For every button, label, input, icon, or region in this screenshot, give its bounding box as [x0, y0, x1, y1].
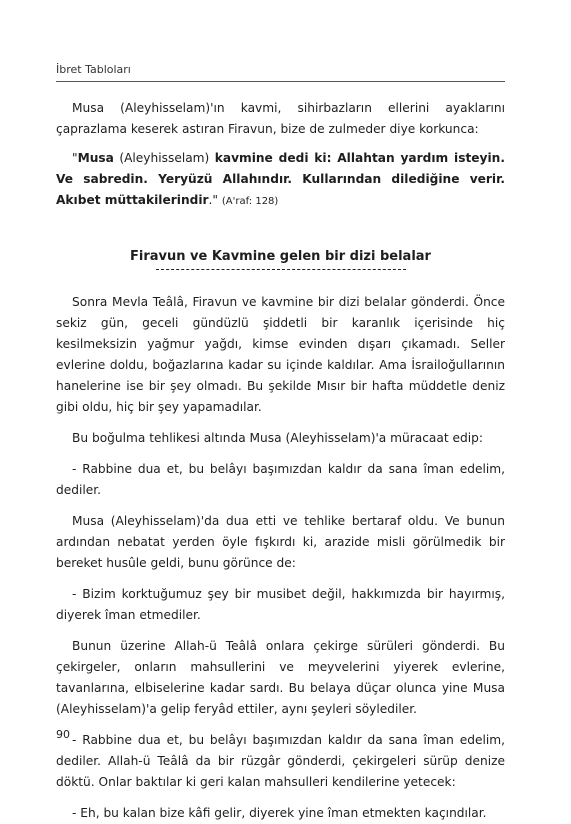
body-paragraph: Musa (Aleyhisselam)'da dua etti ve tehlike bertaraf oldu. Ve bunun ardından nebatat yerden öyle fışkırdı ki, arazide misli görülmedik bir bereket husûle geldi, bunu görünce de: — [56, 514, 505, 570]
body-paragraph: - Bizim korktuğumuz şey bir musibet değil, hakkımızda bir hayırmış, diyerek îman etmediler. — [56, 587, 505, 622]
page-content — [56, 98, 505, 824]
running-title: İbret Tabloları — [56, 63, 131, 76]
section-title: Firavun ve Kavmine gelen bir dizi belalar — [130, 249, 431, 264]
quote-open: " — [72, 151, 78, 165]
body-paragraph: - Rabbine dua et, bu belâyı başımızdan kaldır da sana îman edelim, dediler. — [56, 462, 505, 497]
page-number: 90 — [56, 728, 70, 741]
quote-bold-2: kavmine dedi ki: Allahtan yardım isteyin. Ve sabredin. Yeryüzü Allahındır. Kullarından dilediğine verir. Akıbet müttakilerindir — [56, 151, 505, 207]
quote-bold-1: Musa — [77, 151, 114, 165]
quote-close: ." — [208, 193, 222, 207]
quote-reference: (A'raf: 128) — [221, 196, 279, 207]
intro-paragraph: Musa (Aleyhisselam)'ın kavmi, sihirbazların ellerini ayaklarını çaprazlama keserek astıran Firavun, bize de zulmeder diye korkunca: — [56, 101, 505, 136]
body-paragraph: Bunun üzerine Allah-ü Teâlâ onlara çekirge sürüleri gönderdi. Bu çekirgeler, onların mahsullerini ve meyvelerini yiyerek evlerine, tavanlarına, elbiselerine kadar sardı. Bu belaya düçar olunca yine Musa (Aleyhisselam)'a gelip feryâd ettiler, aynı şeyleri söylediler. — [56, 639, 505, 716]
header-rule — [56, 81, 505, 82]
body-paragraph: Sonra Mevla Teâlâ, Firavun ve kavmine bir dizi belalar gönderdi. Önce sekiz gün, geceli gündüzlü şiddetli bir karanlık içerisinde hiç kesilmeksizin yağmur yağdı, kimse evinden dışarı çıkamadı. Seller evlerine doldu, boğazlarına kadar su içinde kaldılar. Ama İsrailoğullarının hanelerine ise bir şey olmadı. Bu şekilde Mısır bir hafta müddetle deniz gibi oldu, hiç bir şey yapamadılar. — [56, 295, 505, 414]
section-title-rule — [156, 269, 406, 270]
body-paragraph: Bu boğulma tehlikesi altında Musa (Aleyhisselam)'a müracaat edip: — [72, 431, 483, 445]
verse-quote — [56, 148, 505, 212]
body-paragraph: - Rabbine dua et, bu belâyı başımızdan kaldır da sana îman edelim, dediler. Allah-ü Teâlâ da bir rüzgâr gönderdi, çekirgeleri sürüp denize döktü. Onlar baktılar ki geri kalan mahsulleri kendilerine yetecek: — [56, 733, 505, 789]
body-paragraph: - Eh, bu kalan bize kâfi gelir, diyerek yine îman etmekten kaçındılar. — [72, 806, 487, 820]
quote-text-1: (Aleyhisselam) — [113, 151, 215, 165]
